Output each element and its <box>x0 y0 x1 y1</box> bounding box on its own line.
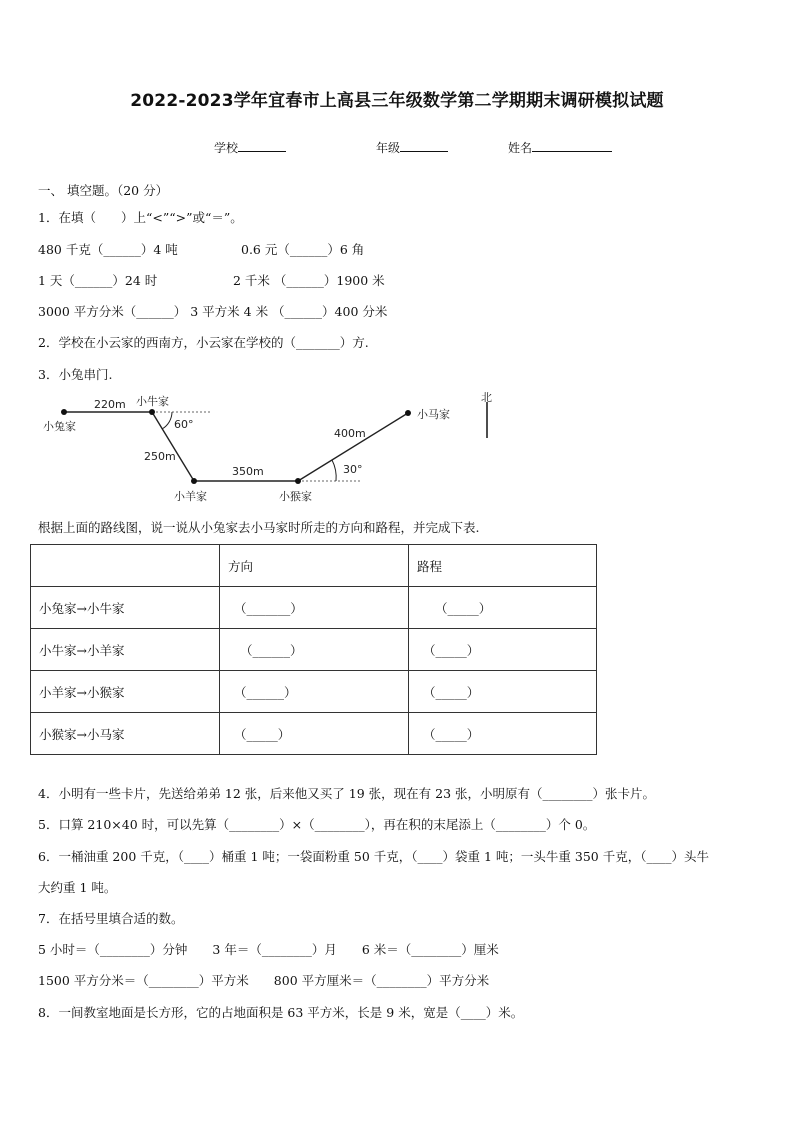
q6-line1: 6．一桶油重 200 千克，（____）桶重 1 吨；一袋面粉重 50 千克，（____）袋重 1 吨；一头牛重 350 千克，（____）头牛 <box>38 849 709 864</box>
q4: 4．小明有一些卡片，先送给弟弟 12 张，后来他又买了 19 张，现在有 23 张，小明原有（________）张卡片。 <box>38 786 656 801</box>
route-table <box>30 544 597 755</box>
row-route: 小猴家→小马家 <box>31 713 220 755</box>
grade-field <box>376 139 448 156</box>
table-header-row <box>31 545 597 587</box>
row-route: 小羊家→小猴家 <box>31 671 220 713</box>
q3-instruction: 根据上面的路线图，说一说从小兔家去小马家时所走的方向和路程，并完成下表. <box>38 520 480 535</box>
horse-house-dot <box>405 410 411 416</box>
angle-arc-30 <box>332 460 336 481</box>
label-rabbit: 小兔家 <box>43 420 76 433</box>
row-distance-blank: （_____） <box>409 587 597 629</box>
label-horse: 小马家 <box>417 408 450 421</box>
monkey-house-dot <box>295 478 301 484</box>
school-blank <box>238 139 286 152</box>
label-sheep: 小羊家 <box>174 490 207 503</box>
q1-stem: 1．在填（ ）上“<”“>”或“＝”。 <box>38 210 243 225</box>
school-label: 学校 <box>214 141 239 155</box>
row-direction-blank: （_____） <box>220 713 409 755</box>
name-field <box>508 139 612 156</box>
q7-row2: 1500 平方分米＝（________）平方米 800 平方厘米＝（________）平方分米 <box>38 973 490 988</box>
row-distance-blank: （_____） <box>409 671 597 713</box>
angle-60: 60° <box>174 418 194 431</box>
name-label: 姓名 <box>508 141 533 155</box>
dist-350: 350m <box>232 465 264 478</box>
row-direction-blank: （______） <box>220 629 409 671</box>
route-diagram <box>36 388 492 510</box>
dist-250: 250m <box>144 450 176 463</box>
row-distance-blank: （_____） <box>409 713 597 755</box>
sheep-house-dot <box>191 478 197 484</box>
header-cell <box>31 545 220 587</box>
row-distance-blank: （_____） <box>409 629 597 671</box>
row-route: 小兔家→小牛家 <box>31 587 220 629</box>
q7-row1: 5 小时＝（________）分钟 3 年＝（________）月 6 米＝（________）厘米 <box>38 942 499 957</box>
grade-blank <box>400 139 448 152</box>
q1-row2a: 1 天（______）24 时 <box>38 273 158 288</box>
label-monkey: 小猴家 <box>279 490 312 503</box>
row-route: 小牛家→小羊家 <box>31 629 220 671</box>
grade-label: 年级 <box>376 141 401 155</box>
table-row <box>31 671 597 713</box>
label-cow: 小牛家 <box>136 395 169 408</box>
header-distance: 路程 <box>409 545 597 587</box>
table-row <box>31 713 597 755</box>
dist-220: 220m <box>94 398 126 411</box>
dist-400: 400m <box>334 427 366 440</box>
cow-house-dot <box>149 409 155 415</box>
q8: 8．一间教室地面是长方形，它的占地面积是 63 平方米，长是 9 米，宽是（____）米。 <box>38 1005 524 1020</box>
row-direction-blank: （______） <box>220 671 409 713</box>
page-title: 2022-2023学年宜春市上高县三年级数学第二学期期末调研模拟试题 <box>130 91 664 111</box>
row-direction-blank: （_______） <box>220 587 409 629</box>
school-field <box>214 139 286 156</box>
q3-stem: 3．小兔串门. <box>38 367 113 382</box>
q5: 5．口算 210×40 时，可以先算（________）×（________），再在积的末尾添上（________）个 0。 <box>38 817 596 832</box>
header-direction: 方向 <box>220 545 409 587</box>
q1-row1a: 480 千克（______）4 吨 <box>38 242 178 257</box>
section-heading: 一、 填空题。（20 分） <box>38 183 169 198</box>
q1-row3: 3000 平方分米（______） 3 平方米 4 米 （______）400 分米 <box>38 304 388 319</box>
q2: 2．学校在小云家的西南方，小云家在学校的（_______）方. <box>38 335 369 350</box>
angle-arc-60 <box>162 412 172 429</box>
q1-row1b: 0.6 元（______）6 角 <box>241 242 365 257</box>
q6-line2: 大约重 1 吨。 <box>38 880 117 895</box>
q1-row2b: 2 千米 （______）1900 米 <box>233 273 385 288</box>
table-row <box>31 629 597 671</box>
rabbit-house-dot <box>61 409 67 415</box>
q7-stem: 7．在括号里填合适的数。 <box>38 911 184 926</box>
north-label: 北 <box>481 391 492 404</box>
table-row <box>31 587 597 629</box>
angle-30: 30° <box>343 463 363 476</box>
name-blank <box>532 139 612 152</box>
